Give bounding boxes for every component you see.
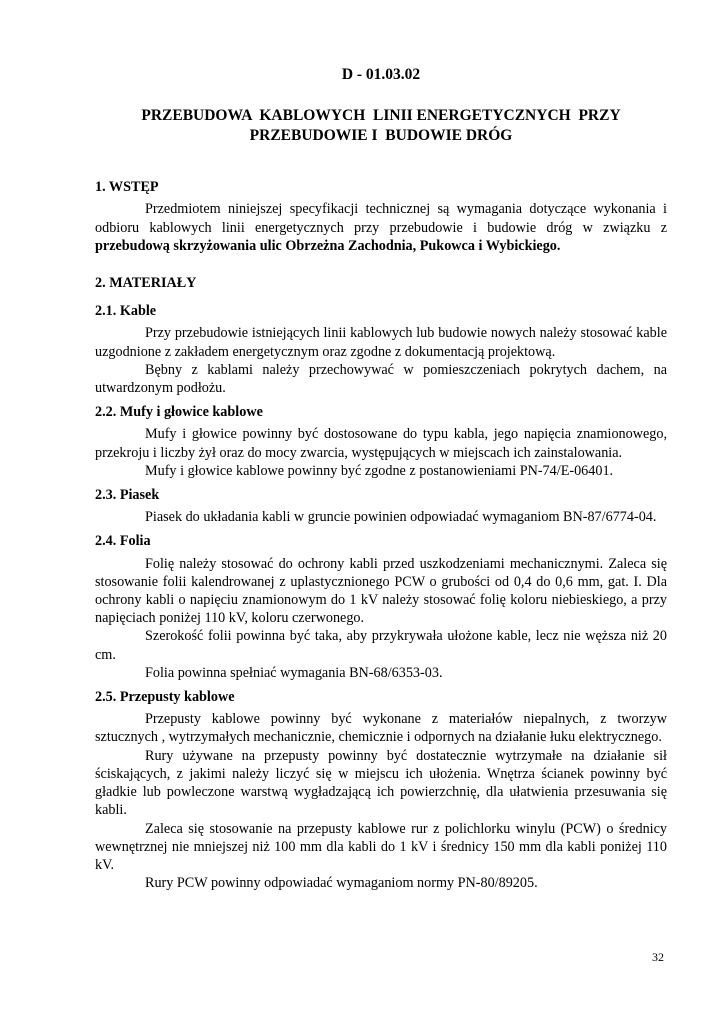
paragraph-text: Przedmiotem niniejszej specyfikacji technicznej są wymagania dotyczące wykonania i odbioru kablowych linii energetycznych przy przebudowie i budowie dróg w związku z: [95, 201, 667, 236]
spec-code: D - 01.03.02: [341, 66, 421, 83]
paragraph: Rury używane na przepusty powinny być dostatecznie wytrzymałe na działanie sił ściskających, z jakimi należy liczyć się w miejscu ich ułożenia. Wnętrza ścianek powinny być gładkie lub powleczone warstwą wygładzającą ich powierzchnię, dla ułatwienia przesuwania się kabli.: [95, 747, 667, 819]
paragraph: Bębny z kablami należy przechowywać w pomieszczeniach pokrytych dachem, na utwardzonym podłożu.: [95, 361, 667, 397]
subsection-heading-kable: 2.1. Kable: [95, 303, 157, 320]
subsection-heading-folia: 2.4. Folia: [95, 533, 151, 550]
paragraph: Mufy i głowice kablowe powinny być zgodne z postanowieniami PN-74/E-06401.: [145, 462, 614, 479]
paragraph: Przy przebudowie istniejących linii kablowych lub budowie nowych należy stosować kable uzgodnione z zakładem energetycznym oraz zgodne z dokumentacją projektową.: [95, 325, 667, 360]
subsection-heading-przepusty: 2.5. Przepusty kablowe: [95, 689, 235, 706]
paragraph: Szerokość folii powinna być taka, aby przykrywała ułożone kable, lecz nie węższa niż 20 cm.: [95, 628, 667, 663]
spec-title: [95, 106, 667, 146]
section-heading-wstep: 1. WSTĘP: [95, 179, 159, 196]
section-heading-materialy: 2. MATERIAŁY: [95, 275, 197, 292]
paragraph: Folię należy stosować do ochrony kabli przed uszkodzeniami mechanicznymi. Zaleca się stosowanie folii kalendrowanej z uplastycznionego PCW o grubości od 0,4 do 0,6 mm, gat. I. Dla ochrony kabli o napięciu znamionowym do 1 kV należy stosować folię koloru niebieskiego, a przy napięciach poniżej 110 kV, koloru czerwonego.: [95, 555, 667, 627]
document-page: [95, 66, 667, 892]
paragraph: Rury PCW powinny odpowiadać wymaganiom normy PN-80/89205.: [145, 875, 538, 892]
paragraph: Przepusty kablowe powinny być wykonane z materiałów niepalnych, z tworzyw sztucznych , wytrzymałych mechanicznie, chemicznie i odpornych na działanie łuku elektrycznego.: [95, 711, 667, 746]
spec-title-line-1: PRZEBUDOWA KABLOWYCH LINII ENERGETYCZNYCH PRZY: [141, 107, 621, 125]
subsection-heading-mufy: 2.2. Mufy i głowice kablowe: [95, 404, 263, 421]
paragraph-bold-text: przebudową skrzyżowania ulic Obrzeżna Zachodnia, Pukowca i Wybickiego.: [95, 237, 561, 254]
paragraph: Zaleca się stosowanie na przepusty kablowe rur z polichlorku winylu (PCW) o średnicy wewnętrznej nie mniejszej niż 100 mm dla kabli do 1 kV i średnicy 150 mm dla kabli poniżej 110 kV.: [95, 820, 667, 873]
paragraph: Mufy i głowice powinny być dostosowane do typu kabla, jego napięcia znamionowego, przekroju i liczby żył oraz do mocy zwarcia, występujących w miejscach ich zainstalowania.: [95, 426, 667, 461]
paragraph: [95, 200, 667, 255]
paragraph: Piasek do układania kabli w gruncie powinien odpowiadać wymaganiom BN-87/6774-04.: [145, 509, 657, 526]
paragraph: Folia powinna spełniać wymagania BN-68/6353-03.: [145, 664, 443, 681]
page-number: 32: [652, 950, 664, 964]
subsection-heading-piasek: 2.3. Piasek: [95, 487, 160, 504]
spec-title-line-2: PRZEBUDOWIE I BUDOWIE DRÓG: [249, 127, 513, 145]
